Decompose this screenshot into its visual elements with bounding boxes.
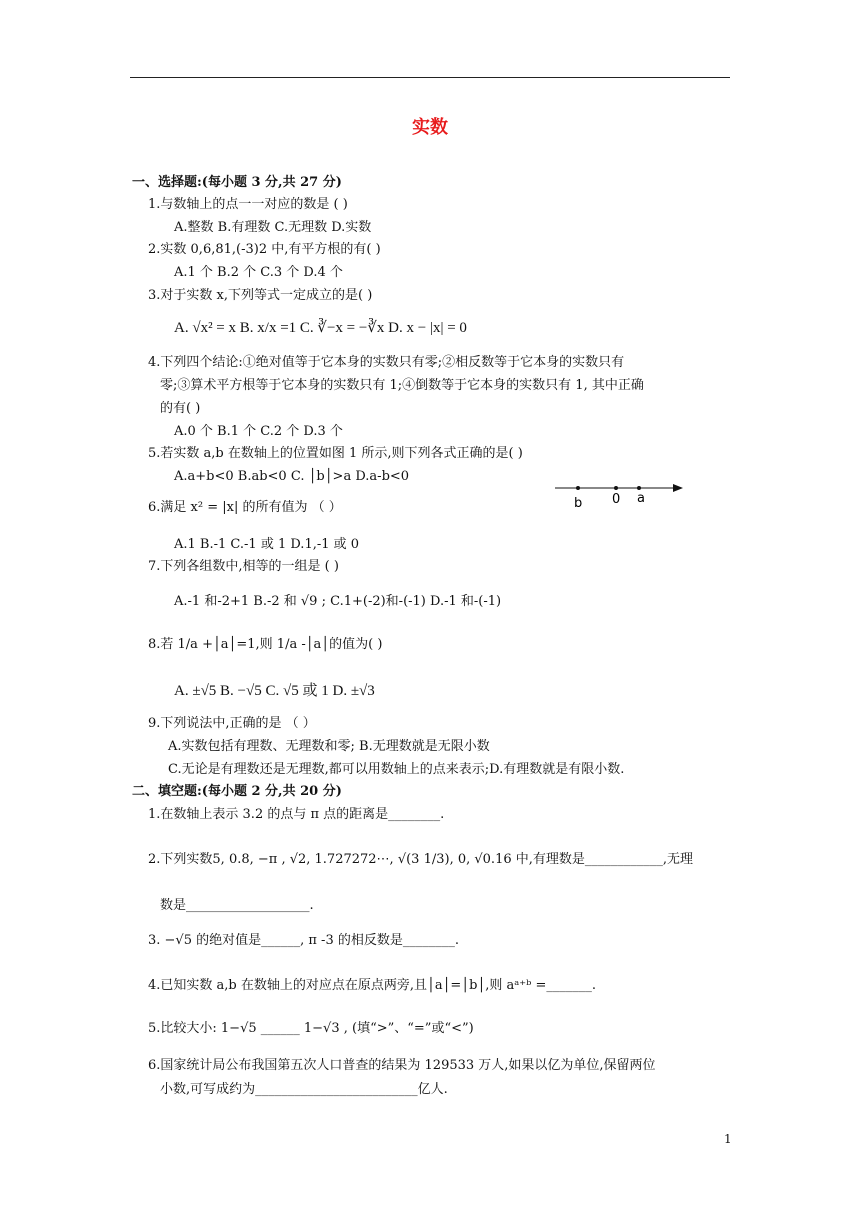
question-6-options: A.1 B.-1 C.-1 或 1 D.1,-1 或 0 (174, 537, 360, 552)
point-a (637, 486, 641, 490)
label-a: a (637, 491, 645, 506)
question-3-options: A. √x² = x B. x/x =1 C. ∛−x = −∛x D. x − |x| = 0 (174, 320, 467, 336)
question-4-line-1: 4.下列四个结论:①绝对值等于它本身的实数只有零;②相反数等于它本身的实数只有 (148, 355, 625, 370)
fill-question-6-line-1: 6.国家统计局公布我国第五次人口普查的结果为 129533 万人,如果以亿为单位,保留两位 (148, 1058, 656, 1073)
question-4-line-2: 零;③算术平方根等于它本身的实数只有 1;④倒数等于它本身的实数只有 1, 其中正确 (160, 378, 644, 393)
question-9-line-2: C.无论是有理数还是无理数,都可以用数轴上的点来表示;D.有理数就是有限小数. (168, 762, 625, 777)
question-2-options: A.1 个 B.2 个 C.3 个 D.4 个 (174, 265, 343, 280)
point-zero (614, 486, 618, 490)
question-4-options: A.0 个 B.1 个 C.2 个 D.3 个 (174, 424, 343, 439)
number-line-arrow (673, 484, 683, 492)
question-9: 9.下列说法中,正确的是 （ ） (148, 716, 316, 731)
question-8-options: A. ±√5 B. −√5 C. √5 或 1 D. ±√3 (174, 683, 375, 699)
point-b (576, 486, 580, 490)
question-7-options: A.-1 和-2+1 B.-2 和 √9 ; C.1+(-2)和-(-1) D.-1 和-(-1) (174, 594, 502, 609)
question-3: 3.对于实数 x,下列等式一定成立的是( ) (148, 288, 373, 303)
fill-question-3: 3. −√5 的绝对值是______, π -3 的相反数是________. (148, 933, 459, 948)
fill-question-6-line-2: 小数,可写成约为_________________________亿人. (160, 1082, 448, 1097)
question-2: 2.实数 0,6,81,(-3)2 中,有平方根的有( ) (148, 242, 381, 257)
question-1-options: A.整数 B.有理数 C.无理数 D.实数 (174, 220, 372, 235)
question-5-options: A.a+b<0 B.ab<0 C. │b│>a D.a-b<0 (174, 469, 410, 484)
header-rule (130, 77, 730, 78)
question-4-line-3: 的有( ) (160, 401, 201, 416)
page-number: 1 (724, 1132, 732, 1146)
fill-question-2-continued: 数是___________________. (160, 898, 314, 913)
question-5: 5.若实数 a,b 在数轴上的位置如图 1 所示,则下列各式正确的是( ) (148, 446, 523, 461)
number-line-figure (553, 478, 693, 514)
fill-question-5: 5.比较大小: 1−√5 ______ 1−√3 , (填“>”、“=”或“<”) (148, 1021, 474, 1036)
question-8: 8.若 1/a +│a│=1,则 1/a -│a│的值为( ) (148, 637, 383, 652)
fill-question-4: 4.已知实数 a,b 在数轴上的对应点在原点两旁,且│a│=│b│,则 aᵃ⁺ᵇ =_______. (148, 978, 597, 993)
section-heading-choice: 一、选择题:(每小题 3 分,共 27 分) (132, 175, 342, 190)
section-heading-fill: 二、填空题:(每小题 2 分,共 20 分) (132, 784, 342, 799)
label-b: b (574, 496, 583, 511)
question-7: 7.下列各组数中,相等的一组是 ( ) (148, 559, 339, 574)
page-title: 实数 (412, 117, 448, 138)
question-6: 6.满足 x² = |x| 的所有值为 （ ） (148, 500, 342, 515)
fill-question-1: 1.在数轴上表示 3.2 的点与 π 点的距离是________. (148, 807, 445, 822)
question-1: 1.与数轴上的点一一对应的数是 ( ) (148, 197, 348, 212)
label-zero: 0 (612, 492, 621, 507)
fill-question-2: 2.下列实数5, 0.8, −π , √2, 1.727272⋯, √(3 1/3), 0, √0.16 中,有理数是____________,无理 (148, 852, 694, 867)
question-9-line-1: A.实数包括有理数、无理数和零; B.无理数就是无限小数 (168, 739, 490, 754)
